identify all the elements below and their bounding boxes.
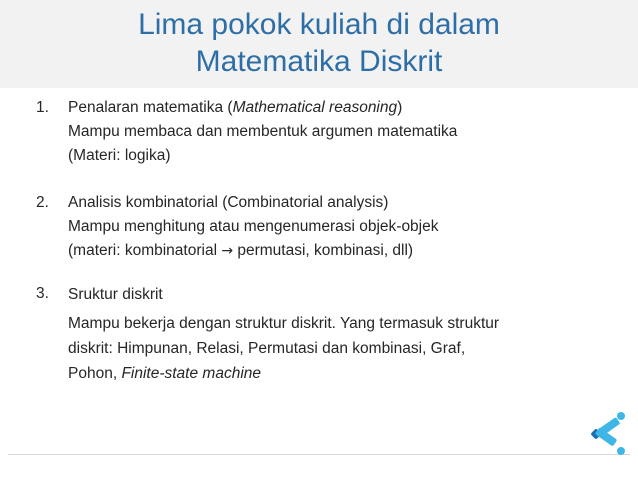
item-description: Mampu membaca dan membentuk argumen matematika	[68, 123, 458, 140]
item-heading: Analisis kombinatorial (Combinatorial analysis)	[68, 194, 389, 211]
item-description: diskrit: Himpunan, Relasi, Permutasi dan kombinasi, Graf,	[68, 340, 466, 357]
item-heading-italic: Mathematical reasoning	[232, 99, 398, 116]
list-item	[36, 191, 626, 263]
list-item	[36, 96, 626, 168]
item-number: 1.	[36, 99, 49, 116]
item-number: 2.	[36, 194, 49, 211]
item-description: (materi: kombinatorial → permutasi, kombinasi, dll)	[68, 242, 414, 259]
footer-divider	[8, 454, 630, 455]
title-line-1: Lima pokok kuliah di dalam	[138, 8, 500, 41]
item-heading: Penalaran matematika (Mathematical reasoning)	[68, 99, 403, 116]
list-item	[36, 282, 626, 386]
item-description: (Materi: logika)	[68, 147, 171, 164]
title-line-2: Matematika Diskrit	[195, 45, 443, 78]
item-number: 3.	[36, 285, 49, 302]
item-heading: Sruktur diskrit	[68, 286, 163, 303]
logo-icon	[590, 410, 628, 456]
item-description-italic: Finite-state machine	[121, 365, 261, 382]
item-description: Mampu menghitung atau mengenumerasi objek-objek	[68, 218, 439, 235]
item-description: Mampu bekerja dengan struktur diskrit. Yang termasuk struktur	[68, 315, 500, 332]
item-description: Pohon, Finite-state machine	[68, 365, 261, 382]
topic-list	[36, 96, 626, 386]
slide-title	[0, 6, 638, 80]
right-arrow-icon: →	[221, 243, 234, 259]
